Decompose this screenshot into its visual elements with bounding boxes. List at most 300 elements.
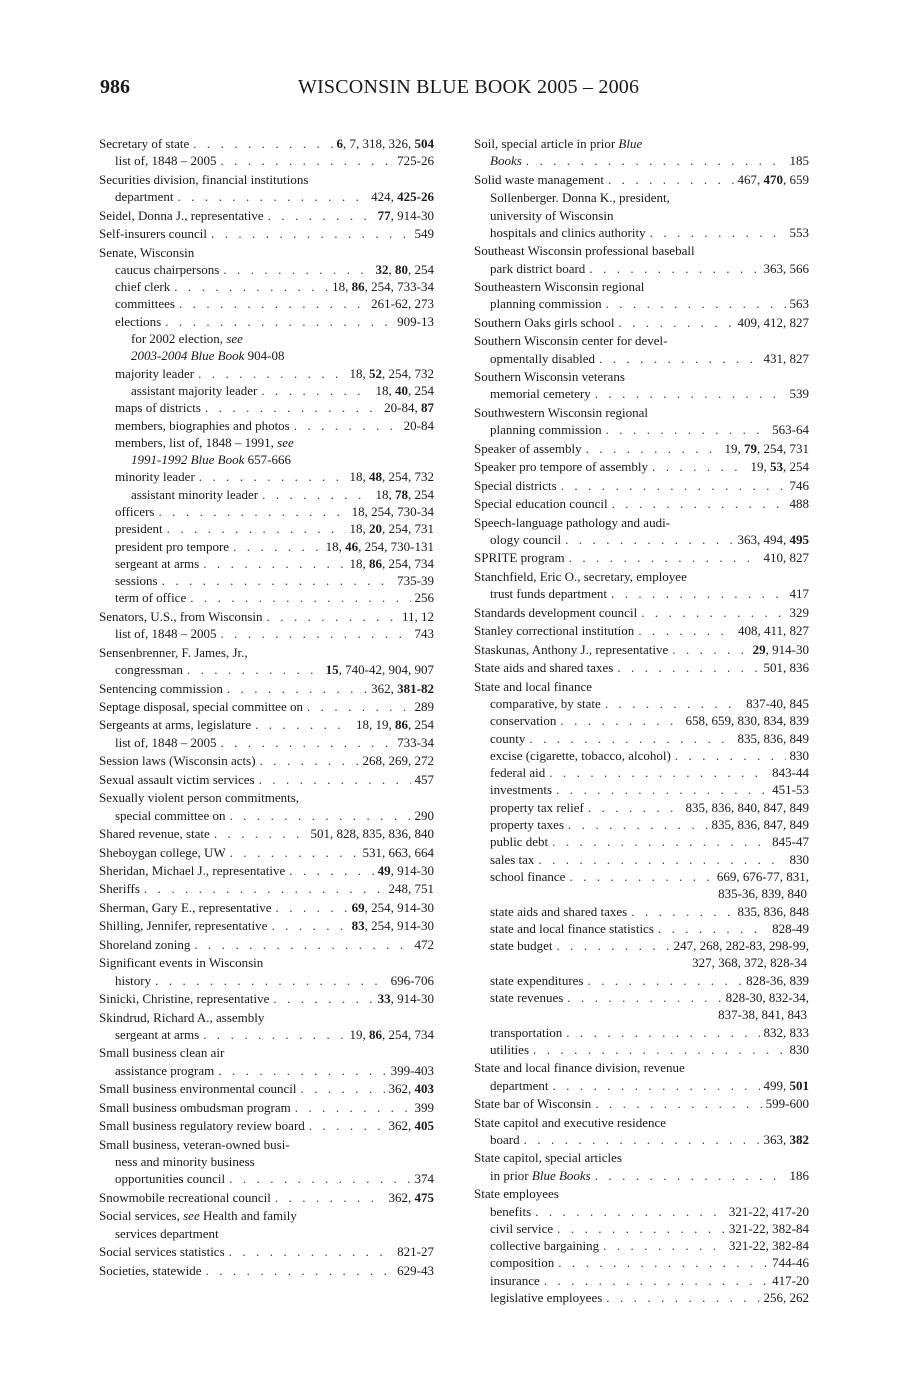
index-entry (99, 936, 434, 953)
index-pages: 327, 368, 372, 828-34 (692, 955, 807, 971)
index-label: Septage disposal, special committee on (99, 699, 303, 714)
index-label: sessions (115, 573, 158, 589)
dot-leader (211, 225, 411, 242)
dot-leader (612, 495, 786, 512)
index-pages: 909-13 (397, 313, 434, 329)
dot-leader (198, 365, 345, 382)
page-header (100, 76, 810, 102)
index-entry (99, 1243, 434, 1260)
index-label: Speaker of assembly (474, 440, 582, 456)
index-entry (474, 278, 809, 295)
index-label: federal aid (490, 765, 546, 781)
dot-leader (262, 486, 371, 503)
dot-leader (650, 224, 786, 241)
index-entry (474, 833, 809, 850)
index-pages: 499, 501 (763, 1077, 809, 1093)
index-pages: 19, 53, 254 (750, 459, 809, 475)
index-entry (474, 695, 809, 712)
dot-leader (538, 851, 785, 868)
index-entry (99, 451, 434, 468)
dot-leader (599, 350, 759, 367)
dot-leader (220, 734, 393, 751)
index-entry (474, 641, 809, 658)
index-entry (474, 868, 809, 885)
index-label: public debt (490, 834, 549, 850)
index-label: assistance program (115, 1062, 215, 1078)
index-entry (99, 644, 434, 661)
index-label: list of, 1848 – 2005 (115, 734, 217, 750)
index-pages: 830 (789, 747, 809, 763)
index-label: trust funds department (490, 586, 607, 602)
index-entry (99, 1189, 434, 1206)
index-label: Self-insurers council (99, 226, 207, 242)
index-entry (99, 680, 434, 697)
index-label: legislative employees (490, 1289, 603, 1305)
index-entry (99, 207, 434, 224)
index-column-left (99, 135, 434, 1279)
index-label: services department (115, 1225, 219, 1241)
index-label: State capitol, special articles (474, 1150, 622, 1166)
index-pages: 49, 914-30 (377, 862, 434, 878)
index-label: conservation (490, 713, 557, 729)
index-entry (474, 295, 809, 312)
index-entry (99, 1009, 434, 1026)
index-entry (99, 171, 434, 188)
index-pages: 362, 475 (388, 1189, 434, 1205)
dot-leader (229, 1170, 410, 1187)
index-pages: 18, 46, 254, 730-131 (325, 538, 434, 554)
index-pages: 830 (789, 1041, 809, 1057)
index-pages: 399 (414, 1099, 434, 1115)
dot-leader (638, 622, 734, 639)
index-entry (99, 295, 434, 312)
index-label: history (115, 972, 152, 988)
index-entry (474, 495, 809, 512)
dot-leader (261, 382, 371, 399)
dot-leader (227, 680, 367, 697)
index-pages: 268, 269, 272 (362, 753, 434, 769)
index-label: ology council (490, 531, 562, 547)
index-pages: 248, 751 (388, 881, 434, 897)
index-pages: 830 (789, 851, 809, 867)
index-label: Sexually violent person commitments, (99, 790, 300, 806)
index-pages: 837-38, 841, 843 (718, 1007, 807, 1023)
index-entry (474, 764, 809, 781)
index-entry (99, 917, 434, 934)
index-entry (474, 747, 809, 764)
index-entry (474, 568, 809, 585)
index-entry (99, 698, 434, 715)
dot-leader (218, 1062, 386, 1079)
index-label: Standards development council (474, 604, 638, 620)
index-entry (474, 659, 809, 676)
index-label: Sollenberger. Donna K., president, (490, 190, 670, 206)
index-entry (99, 880, 434, 897)
dot-leader (289, 862, 373, 879)
index-entry (474, 549, 809, 566)
dot-leader (675, 747, 786, 764)
index-entry (474, 350, 809, 367)
index-pages: 18, 19, 86, 254 (356, 717, 434, 733)
index-entry (474, 314, 809, 331)
index-pages: 733-34 (397, 734, 434, 750)
dot-leader (606, 421, 769, 438)
index-entry (99, 225, 434, 242)
index-pages: 539 (789, 386, 809, 402)
index-pages: 11, 12 (401, 608, 434, 624)
dot-leader (552, 833, 768, 850)
index-entry (99, 152, 434, 169)
index-entry (99, 899, 434, 916)
index-pages: 563 (789, 296, 809, 312)
index-pages: 18, 86, 254, 734 (349, 555, 434, 571)
index-entry (474, 799, 809, 816)
index-entry (99, 608, 434, 625)
dot-leader (595, 385, 786, 402)
index-label: Societies, statewide (99, 1262, 202, 1278)
index-pages: 362, 405 (388, 1118, 434, 1134)
index-label: Southwestern Wisconsin regional (474, 404, 648, 420)
index-entry (474, 712, 809, 729)
index-pages: 553 (789, 224, 809, 240)
index-label: list of, 1848 – 2005 (115, 626, 217, 642)
index-entry (474, 989, 809, 1006)
index-label: State capitol and executive residence (474, 1114, 667, 1130)
index-entry (474, 1167, 809, 1184)
index-entry (474, 477, 809, 494)
index-label: ness and minority business (115, 1153, 255, 1169)
index-label: Social services statistics (99, 1244, 225, 1260)
index-entry (99, 313, 434, 330)
index-entry (474, 1006, 809, 1023)
index-label: Sensenbrenner, F. James, Jr., (99, 644, 248, 660)
dot-leader (526, 152, 786, 169)
index-entry (99, 1262, 434, 1279)
index-pages: 431, 827 (763, 350, 809, 366)
index-pages: 261-62, 273 (371, 296, 434, 312)
index-label: utilities (490, 1041, 529, 1057)
index-pages: 835, 836, 847, 849 (711, 817, 809, 833)
index-label: Session laws (Wisconsin acts) (99, 753, 256, 769)
index-label: university of Wisconsin (490, 207, 614, 223)
dot-leader (158, 503, 347, 520)
index-entry (474, 678, 809, 695)
dot-leader (606, 295, 786, 312)
dot-leader (307, 698, 411, 715)
index-pages: 599-600 (765, 1096, 809, 1112)
dot-leader (203, 1026, 345, 1043)
index-pages: 472 (414, 936, 434, 952)
index-label: opportunities council (115, 1171, 226, 1187)
dot-leader (194, 936, 410, 953)
index-pages: 77, 914-30 (377, 207, 434, 223)
index-entry (99, 1062, 434, 1079)
index-label: Special education council (474, 496, 608, 512)
index-label: SPRITE program (474, 550, 565, 566)
index-pages: 33, 914-30 (377, 991, 434, 1007)
dot-leader (611, 585, 786, 602)
dot-leader (672, 641, 748, 658)
index-entry (99, 1099, 434, 1116)
dot-leader (260, 752, 359, 769)
index-pages: 821-27 (397, 1244, 434, 1260)
index-label: Southern Oaks girls school (474, 314, 615, 330)
dot-leader (588, 799, 682, 816)
index-label: Small business, veteran-owned busi- (99, 1136, 290, 1152)
dot-leader (561, 477, 786, 494)
index-entry (99, 188, 434, 205)
index-pages: 20-84, 87 (384, 400, 434, 416)
index-entry (474, 730, 809, 747)
index-pages: 837-40, 845 (746, 695, 809, 711)
index-entry (99, 1170, 434, 1187)
dot-leader (165, 313, 393, 330)
index-pages: 501, 828, 835, 836, 840 (310, 826, 434, 842)
index-label: Sheboygan college, UW (99, 844, 226, 860)
index-pages: 321-22, 382-84 (728, 1220, 809, 1236)
index-label: state aids and shared taxes (490, 903, 628, 919)
index-entry (99, 661, 434, 678)
index-label: Shoreland zoning (99, 936, 191, 952)
index-pages: 832, 833 (763, 1024, 809, 1040)
index-entry (99, 844, 434, 861)
dot-leader (275, 1189, 385, 1206)
dot-leader (220, 625, 410, 642)
index-pages: 256 (414, 590, 434, 606)
index-pages: 18, 20, 254, 731 (349, 521, 434, 537)
index-entry (474, 781, 809, 798)
index-pages: 746 (789, 477, 809, 493)
index-entry (99, 572, 434, 589)
index-label: Stanley correctional institution (474, 623, 635, 639)
dot-leader (205, 399, 380, 416)
index-label: Social services, see Health and family (99, 1208, 297, 1224)
index-pages: 669, 676-77, 831, (716, 868, 809, 884)
index-label: department (490, 1077, 549, 1093)
index-pages: 69, 254, 914-30 (351, 899, 434, 915)
index-label: Sexual assault victim services (99, 771, 255, 787)
index-entry (474, 1254, 809, 1271)
index-label: board (490, 1131, 520, 1147)
dot-leader (268, 207, 374, 224)
dot-leader (595, 1095, 761, 1112)
index-pages: 488 (789, 496, 809, 512)
dot-leader (617, 659, 759, 676)
index-label: state and local finance statistics (490, 920, 654, 936)
dot-leader (631, 903, 733, 920)
index-label: sergeant at arms (115, 555, 200, 571)
dot-leader (276, 899, 348, 916)
index-pages: 374 (414, 1171, 434, 1187)
index-entry (474, 189, 809, 206)
dot-leader (144, 880, 385, 897)
index-entry (474, 816, 809, 833)
dot-leader (606, 1289, 759, 1306)
dot-leader (529, 730, 733, 747)
index-pages: 32, 80, 254 (375, 261, 434, 277)
index-entry (99, 538, 434, 555)
index-pages: 18, 40, 254 (375, 382, 434, 398)
index-label: collective bargaining (490, 1238, 600, 1254)
index-label: Small business environmental council (99, 1081, 297, 1097)
dot-leader (560, 712, 681, 729)
index-entry (474, 531, 809, 548)
index-entry (99, 365, 434, 382)
index-pages: 19, 79, 254, 731 (724, 440, 809, 456)
index-label: Small business regulatory review board (99, 1118, 305, 1134)
index-pages: 289 (414, 699, 434, 714)
dot-leader (259, 771, 411, 788)
index-label: benefits (490, 1203, 532, 1219)
index-entry (99, 1136, 434, 1153)
index-entry (474, 224, 809, 241)
index-pages: 828-36, 839 (746, 972, 809, 988)
index-pages: 408, 411, 827 (737, 623, 809, 639)
dot-leader (556, 781, 768, 798)
dot-leader (552, 1077, 759, 1094)
index-label: opmentally disabled (490, 350, 596, 366)
index-label: sergeant at arms (115, 1026, 200, 1042)
dot-leader (294, 417, 400, 434)
dot-leader (605, 695, 742, 712)
index-label: planning commission (490, 296, 602, 312)
index-entry (99, 520, 434, 537)
index-entry (99, 1207, 434, 1224)
dot-leader (641, 604, 785, 621)
index-pages: 363, 566 (763, 260, 809, 276)
index-entry (99, 771, 434, 788)
index-pages: 835, 836, 840, 847, 849 (685, 799, 809, 815)
index-pages: 417-20 (772, 1272, 809, 1288)
index-label: state budget (490, 938, 553, 954)
index-entry (474, 903, 809, 920)
index-label: 1991-1992 Blue Book 657-666 (131, 452, 291, 468)
index-label: school finance (490, 868, 566, 884)
dot-leader (271, 917, 347, 934)
dot-leader (567, 989, 721, 1006)
index-label: state expenditures (490, 972, 584, 988)
index-label: Sheridan, Michael J., representative (99, 862, 286, 878)
dot-leader (549, 764, 768, 781)
index-label: majority leader (115, 365, 195, 381)
index-pages: 835, 836, 848 (737, 903, 809, 919)
index-entry (474, 1203, 809, 1220)
index-entry (474, 242, 809, 259)
index-entry (99, 382, 434, 399)
index-label: caucus chairpersons (115, 261, 220, 277)
index-pages: 20-84 (403, 417, 434, 433)
index-label: special committee on (115, 807, 226, 823)
dot-leader (155, 972, 387, 989)
index-label: Securities division, financial institutions (99, 171, 309, 187)
index-label: department (115, 189, 174, 205)
index-pages: 399-403 (390, 1062, 434, 1078)
dot-leader (569, 868, 712, 885)
dot-leader (187, 661, 322, 678)
index-label: composition (490, 1255, 555, 1271)
index-entry (99, 1153, 434, 1170)
dot-leader (556, 937, 669, 954)
index-entry (474, 1220, 809, 1237)
index-label: Sherman, Gary E., representative (99, 899, 272, 915)
dot-leader (544, 1272, 768, 1289)
dot-leader (569, 549, 760, 566)
index-entry (474, 1185, 809, 1202)
index-entry (474, 972, 809, 989)
index-label: memorial cemetery (490, 386, 591, 402)
dot-leader (524, 1131, 760, 1148)
index-entry (99, 135, 434, 152)
index-entry (474, 1059, 809, 1076)
index-entry (99, 244, 434, 261)
index-pages: 735-39 (397, 573, 434, 589)
index-entry (474, 1272, 809, 1289)
dot-leader (652, 458, 746, 475)
index-entry (474, 851, 809, 868)
index-entry (99, 1080, 434, 1097)
dot-leader (273, 990, 373, 1007)
index-entry (99, 1117, 434, 1134)
dot-leader (301, 1080, 385, 1097)
index-label: Sergeants at arms, legislature (99, 717, 252, 733)
index-entry (474, 885, 809, 902)
index-entry (474, 1237, 809, 1254)
index-label: in prior Blue Books (490, 1167, 591, 1183)
dot-leader (589, 260, 759, 277)
index-label: congressman (115, 662, 183, 678)
index-entry (99, 789, 434, 806)
index-entry (99, 1225, 434, 1242)
index-label: Solid waste management (474, 171, 604, 187)
index-label: Southern Wisconsin veterans (474, 369, 625, 385)
index-entry (474, 1041, 809, 1058)
index-label: Snowmobile recreational council (99, 1189, 271, 1205)
index-entry (99, 807, 434, 824)
index-entry (99, 972, 434, 989)
index-pages: 531, 663, 664 (362, 844, 434, 860)
index-entry (99, 752, 434, 769)
index-label: Significant events in Wisconsin (99, 955, 264, 971)
index-pages: 18, 254, 730-34 (351, 503, 434, 519)
index-label: Southeast Wisconsin professional baseball (474, 243, 695, 259)
index-pages: 363, 382 (763, 1131, 809, 1147)
index-entry (474, 1114, 809, 1131)
index-entry (99, 330, 434, 347)
index-label: minority leader (115, 469, 195, 485)
dot-leader (608, 171, 734, 188)
index-pages: 362, 381-82 (371, 680, 434, 696)
index-entry (99, 589, 434, 606)
dot-leader (309, 1117, 385, 1134)
index-label: 2003-2004 Blue Book 904-08 (131, 348, 285, 364)
dot-leader (595, 1167, 786, 1184)
index-label: Speech-language pathology and audi- (474, 514, 671, 530)
index-label: Sinicki, Christine, representative (99, 991, 270, 1007)
index-label: Seidel, Donna J., representative (99, 207, 264, 223)
index-label: Sentencing commission (99, 680, 223, 696)
dot-leader (588, 972, 743, 989)
index-entry (474, 332, 809, 349)
dot-leader (535, 1203, 725, 1220)
index-entry (99, 862, 434, 879)
dot-leader (206, 1262, 394, 1279)
index-entry (99, 434, 434, 451)
index-entry (474, 514, 809, 531)
dot-leader (174, 278, 328, 295)
index-pages: 563-64 (772, 422, 809, 438)
index-pages: 501, 836 (763, 660, 809, 676)
index-entry (99, 486, 434, 503)
